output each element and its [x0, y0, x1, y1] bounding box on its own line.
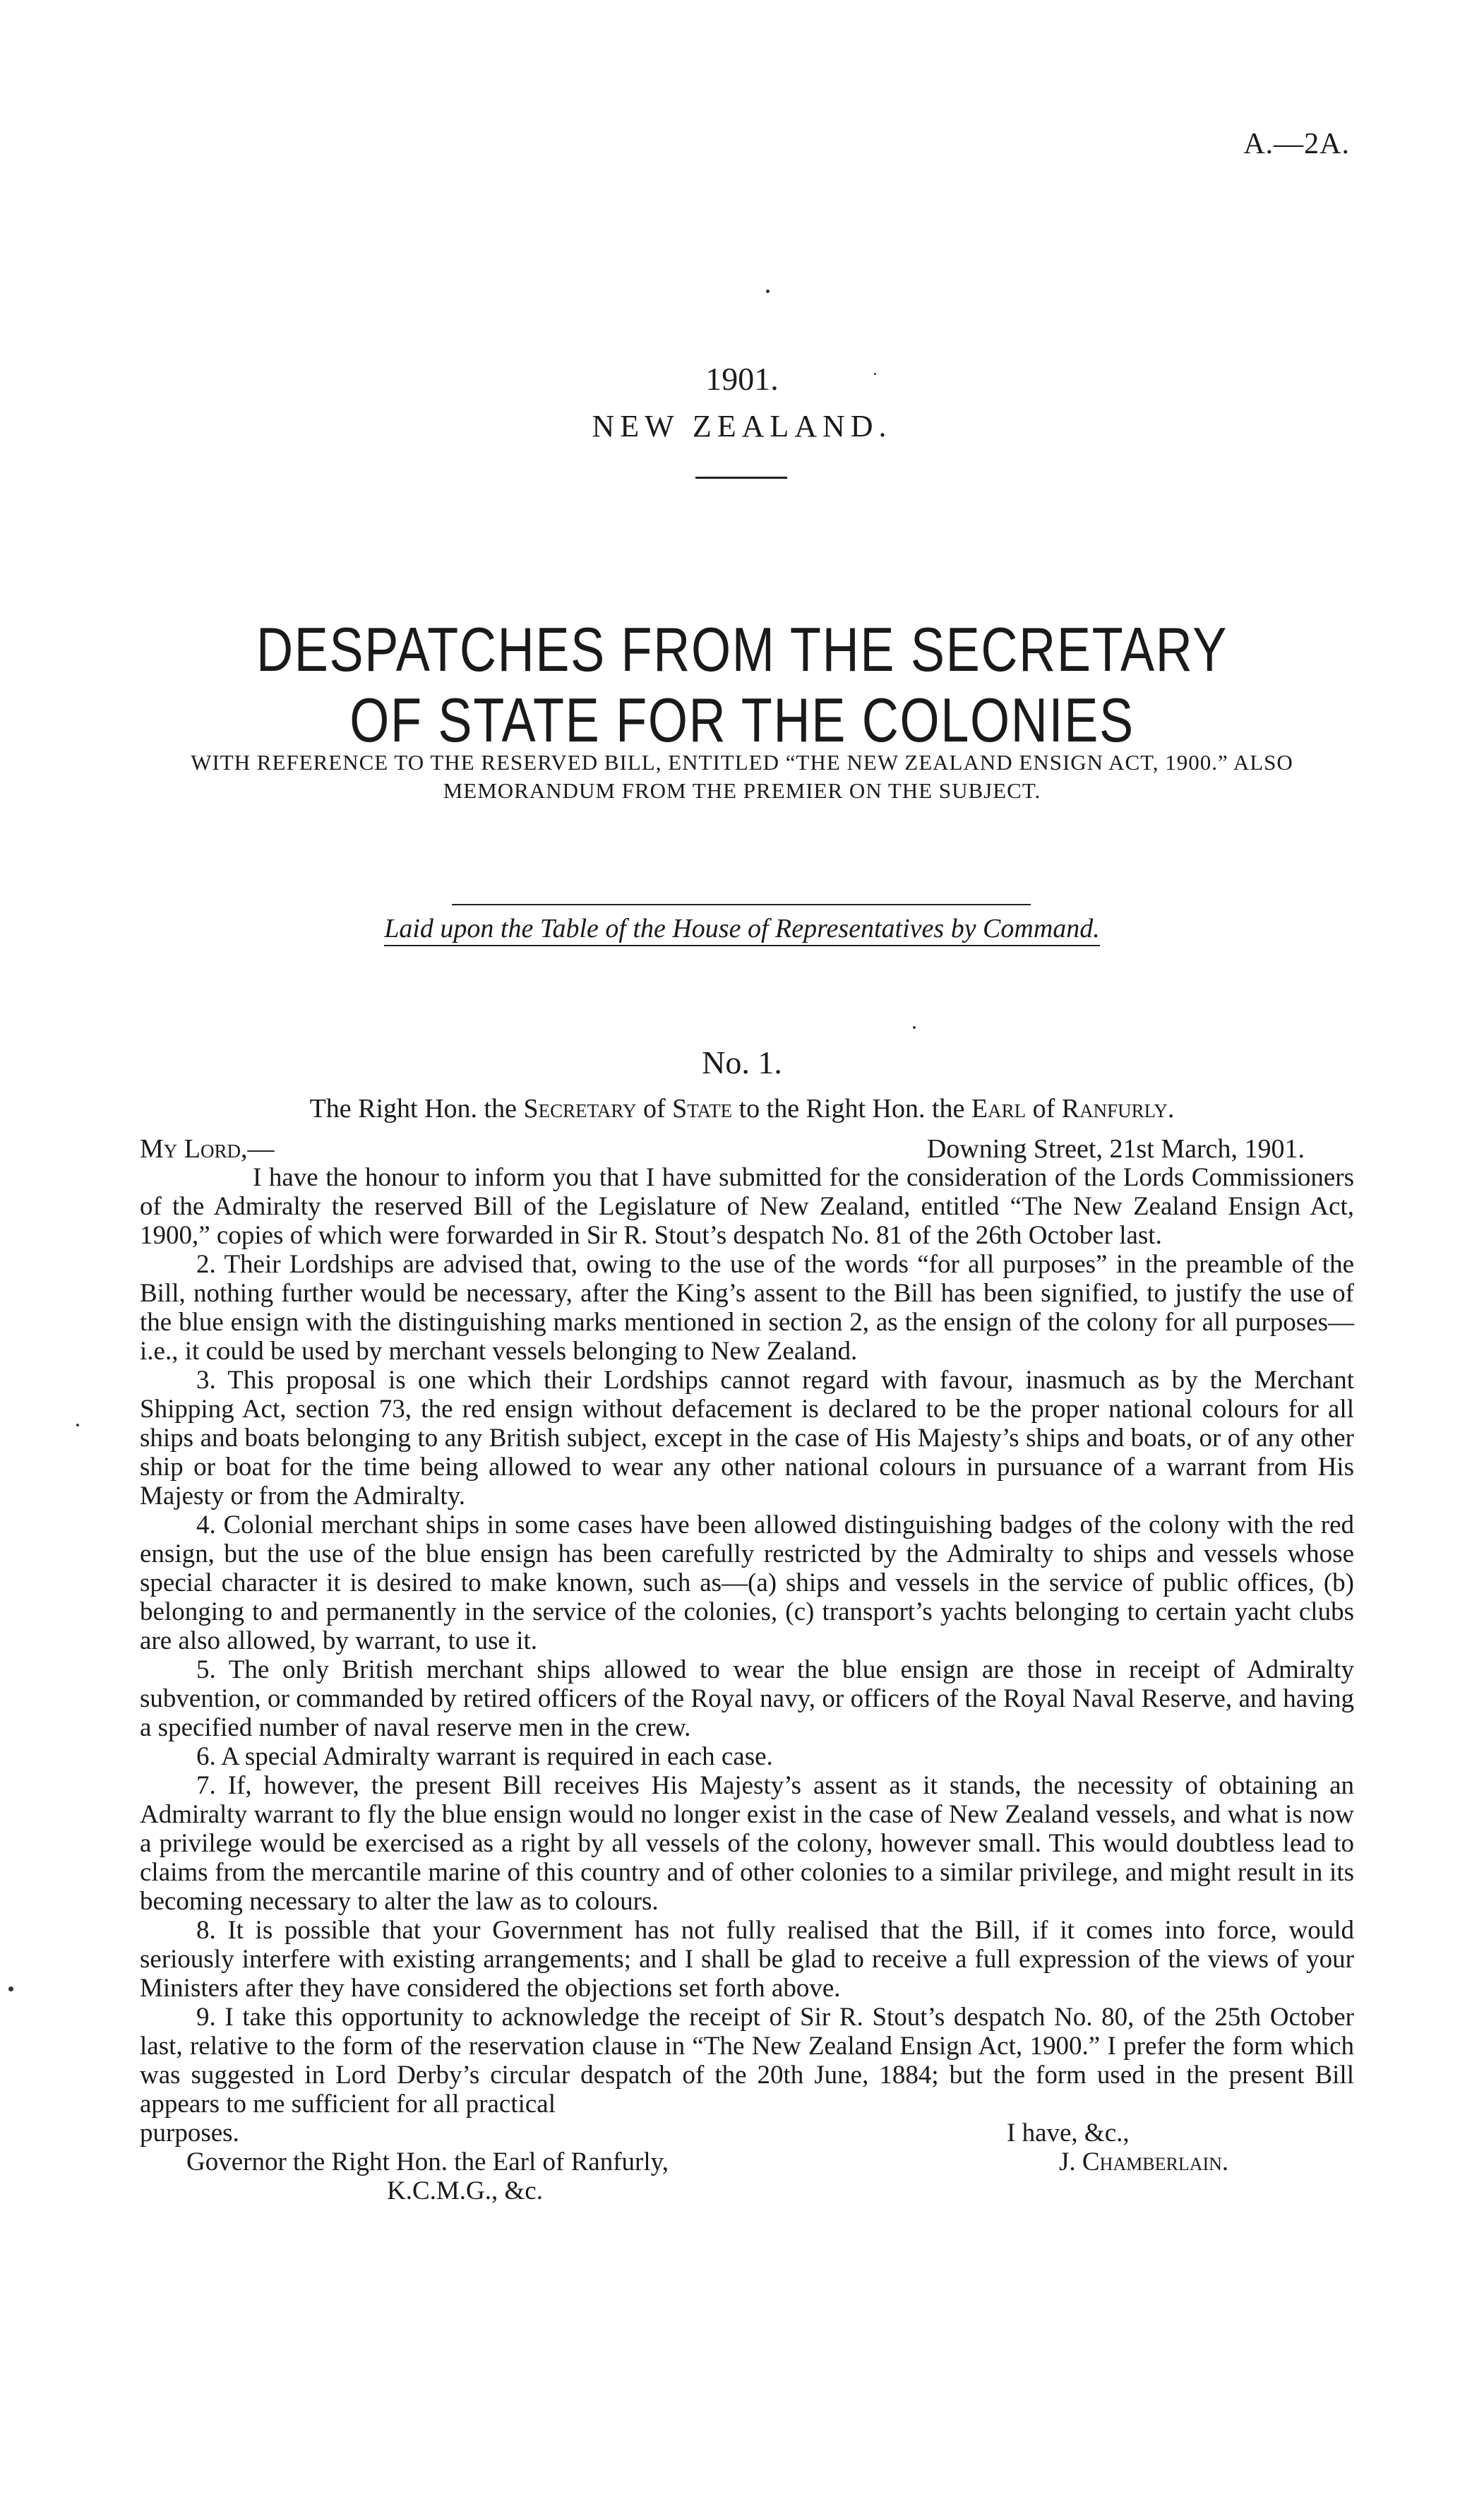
- signature-line: [140, 2147, 1354, 2176]
- paragraph-1: I have the honour to inform you that I have submitted for the consideration of the Lords Commissioners of the Admiralty the reserved Bill of the Legislature of New Zealand, entitled “The New Zealand Ensign Act, 1900,” copies of which were forwarded in Sir R. Stout’s despatch No. 81 of the 26th October last.: [140, 1163, 1354, 1250]
- salutation-line: [140, 1133, 1354, 1164]
- document-year: 1901.: [705, 361, 779, 397]
- heading-secretary: Secretary: [523, 1094, 637, 1124]
- signature: J. Chamberlain.: [1059, 2147, 1229, 2176]
- heading-prefix: The Right Hon. the: [309, 1094, 524, 1124]
- paragraph-9: 9. I take this opportunity to acknowledge the receipt of Sir R. Stout’s despatch No. 80, of the 25th October last, relative to the form of the reservation clause in “The New Zealand Ensign Act, 1900.” I prefer the form which was suggested in Lord Derby’s circular despatch of the 20th June, 1884; but the form used in the present Bill appears to me sufficient for all practical: [140, 2003, 1354, 2119]
- paragraph-5: 5. The only British merchant ships allowed to wear the blue ensign are those in receipt of Admiralty subvention, or commanded by retired officers of the Royal navy, or officers of the Royal Naval Reserve, and having a specified number of naval reserve men in the crew.: [140, 1655, 1354, 1742]
- laid-before-line: [0, 913, 1484, 944]
- document-reference: A.—2A.: [1243, 128, 1350, 160]
- laid-before-text: Laid upon the Table of the House of Representatives by Command.: [384, 914, 1100, 946]
- document-title: DESPATCHES FROM THE SECRETARY OF STATE FOR THE COLONIES: [256, 614, 1228, 755]
- document-country: NEW ZEALAND.: [592, 409, 892, 443]
- paragraph-7: 7. If, however, the present Bill receives His Majesty’s assent as it stands, the necessity of obtaining an Admiralty warrant to fly the blue ensign would no longer exist in the case of New Zealand vessels, and what is now a privilege would be exercised as a right by all vessels of the colony, however small. This would doubtless lead to claims from the mercantile marine of this country and of other colonies to a similar privilege, and might result in its becoming necessary to alter the law as to colours.: [140, 1771, 1354, 1916]
- heading-of: of: [636, 1094, 673, 1124]
- laid-divider: [452, 904, 1031, 905]
- print-speck: [913, 1026, 916, 1029]
- despatch-body: [140, 1163, 1354, 2205]
- address-date: Downing Street, 21st March, 1901.: [926, 1134, 1305, 1164]
- salutation: My Lord,—: [140, 1134, 275, 1164]
- print-speck: [76, 1424, 79, 1426]
- despatch-number: No. 1.: [702, 1044, 782, 1080]
- paragraph-6: 6. A special Admiralty warrant is required in each case.: [196, 1742, 773, 1771]
- paragraph-3: 3. This proposal is one which their Lordships cannot regard with favour, inasmuch as by the Merchant Shipping Act, section 73, the red ensign without defacement is declared to be the proper national colours for all ships and boats belonging to any British subject, except in the case of His Majesty’s ships and boats, or of any other ship or boat for the time being allowed to wear any other national colours in pursuance of a warrant from His Majesty or from the Admiralty.: [140, 1366, 1354, 1511]
- print-speck: [766, 290, 770, 293]
- addressee-line-2: K.C.M.G., &c.: [387, 2176, 543, 2205]
- paragraph-8: 8. It is possible that your Government has not fully realised that the Bill, if it comes into force, would seriously interfere with existing arrangements; and I shall be glad to receive a full expression of the views of your Ministers after they have considered the objections set forth above.: [140, 1916, 1354, 2003]
- title-divider: [695, 477, 787, 479]
- document-subtitle: WITH REFERENCE TO THE RESERVED BILL, ENTITLED “THE NEW ZEALAND ENSIGN ACT, 1900.” ALSO MEMORANDUM FROM THE PREMIER ON THE SUBJECT.: [191, 750, 1293, 803]
- addressee-line-1: Governor the Right Hon. the Earl of Ranfurly,: [186, 2147, 669, 2176]
- print-speck: [8, 1986, 13, 1991]
- heading-earl: Earl: [971, 1094, 1027, 1124]
- heading-ranfurly: Ranfurly: [1061, 1094, 1168, 1124]
- heading-of2: of: [1026, 1094, 1062, 1124]
- despatch-heading: [0, 1093, 1484, 1124]
- paragraph-2: 2. Their Lordships are advised that, owing to the use of the words “for all purposes” in the preamble of the Bill, nothing further would be necessary, after the King’s assent to the Bill has been signified, to justify the use of the blue ensign with the distinguishing marks mentioned in section 2, as the ensign of the colony for all purposes—i.e., it could be used by merchant vessels belonging to New Zealand.: [140, 1250, 1354, 1366]
- heading-to: to the Right Hon. the: [732, 1094, 971, 1124]
- print-speck: [874, 373, 876, 375]
- heading-suffix: .: [1167, 1094, 1175, 1124]
- heading-state: State: [672, 1094, 733, 1124]
- closing-line: [140, 2119, 1354, 2147]
- closing-right: I have, &c.,: [1007, 2119, 1130, 2147]
- paragraph-4: 4. Colonial merchant ships in some cases have been allowed distinguishing badges of the colony with the red ensign, but the use of the blue ensign has been carefully restricted by the Admiralty to ships and vessels whose special character it is desired to make known, such as—(a) ships and vessels in the service of public offices, (b) belonging to and permanently in the service of the colonies, (c) transport’s yachts belonging to certain yacht clubs are also allowed, by warrant, to use it.: [140, 1511, 1354, 1655]
- closing-left: purposes.: [140, 2119, 239, 2147]
